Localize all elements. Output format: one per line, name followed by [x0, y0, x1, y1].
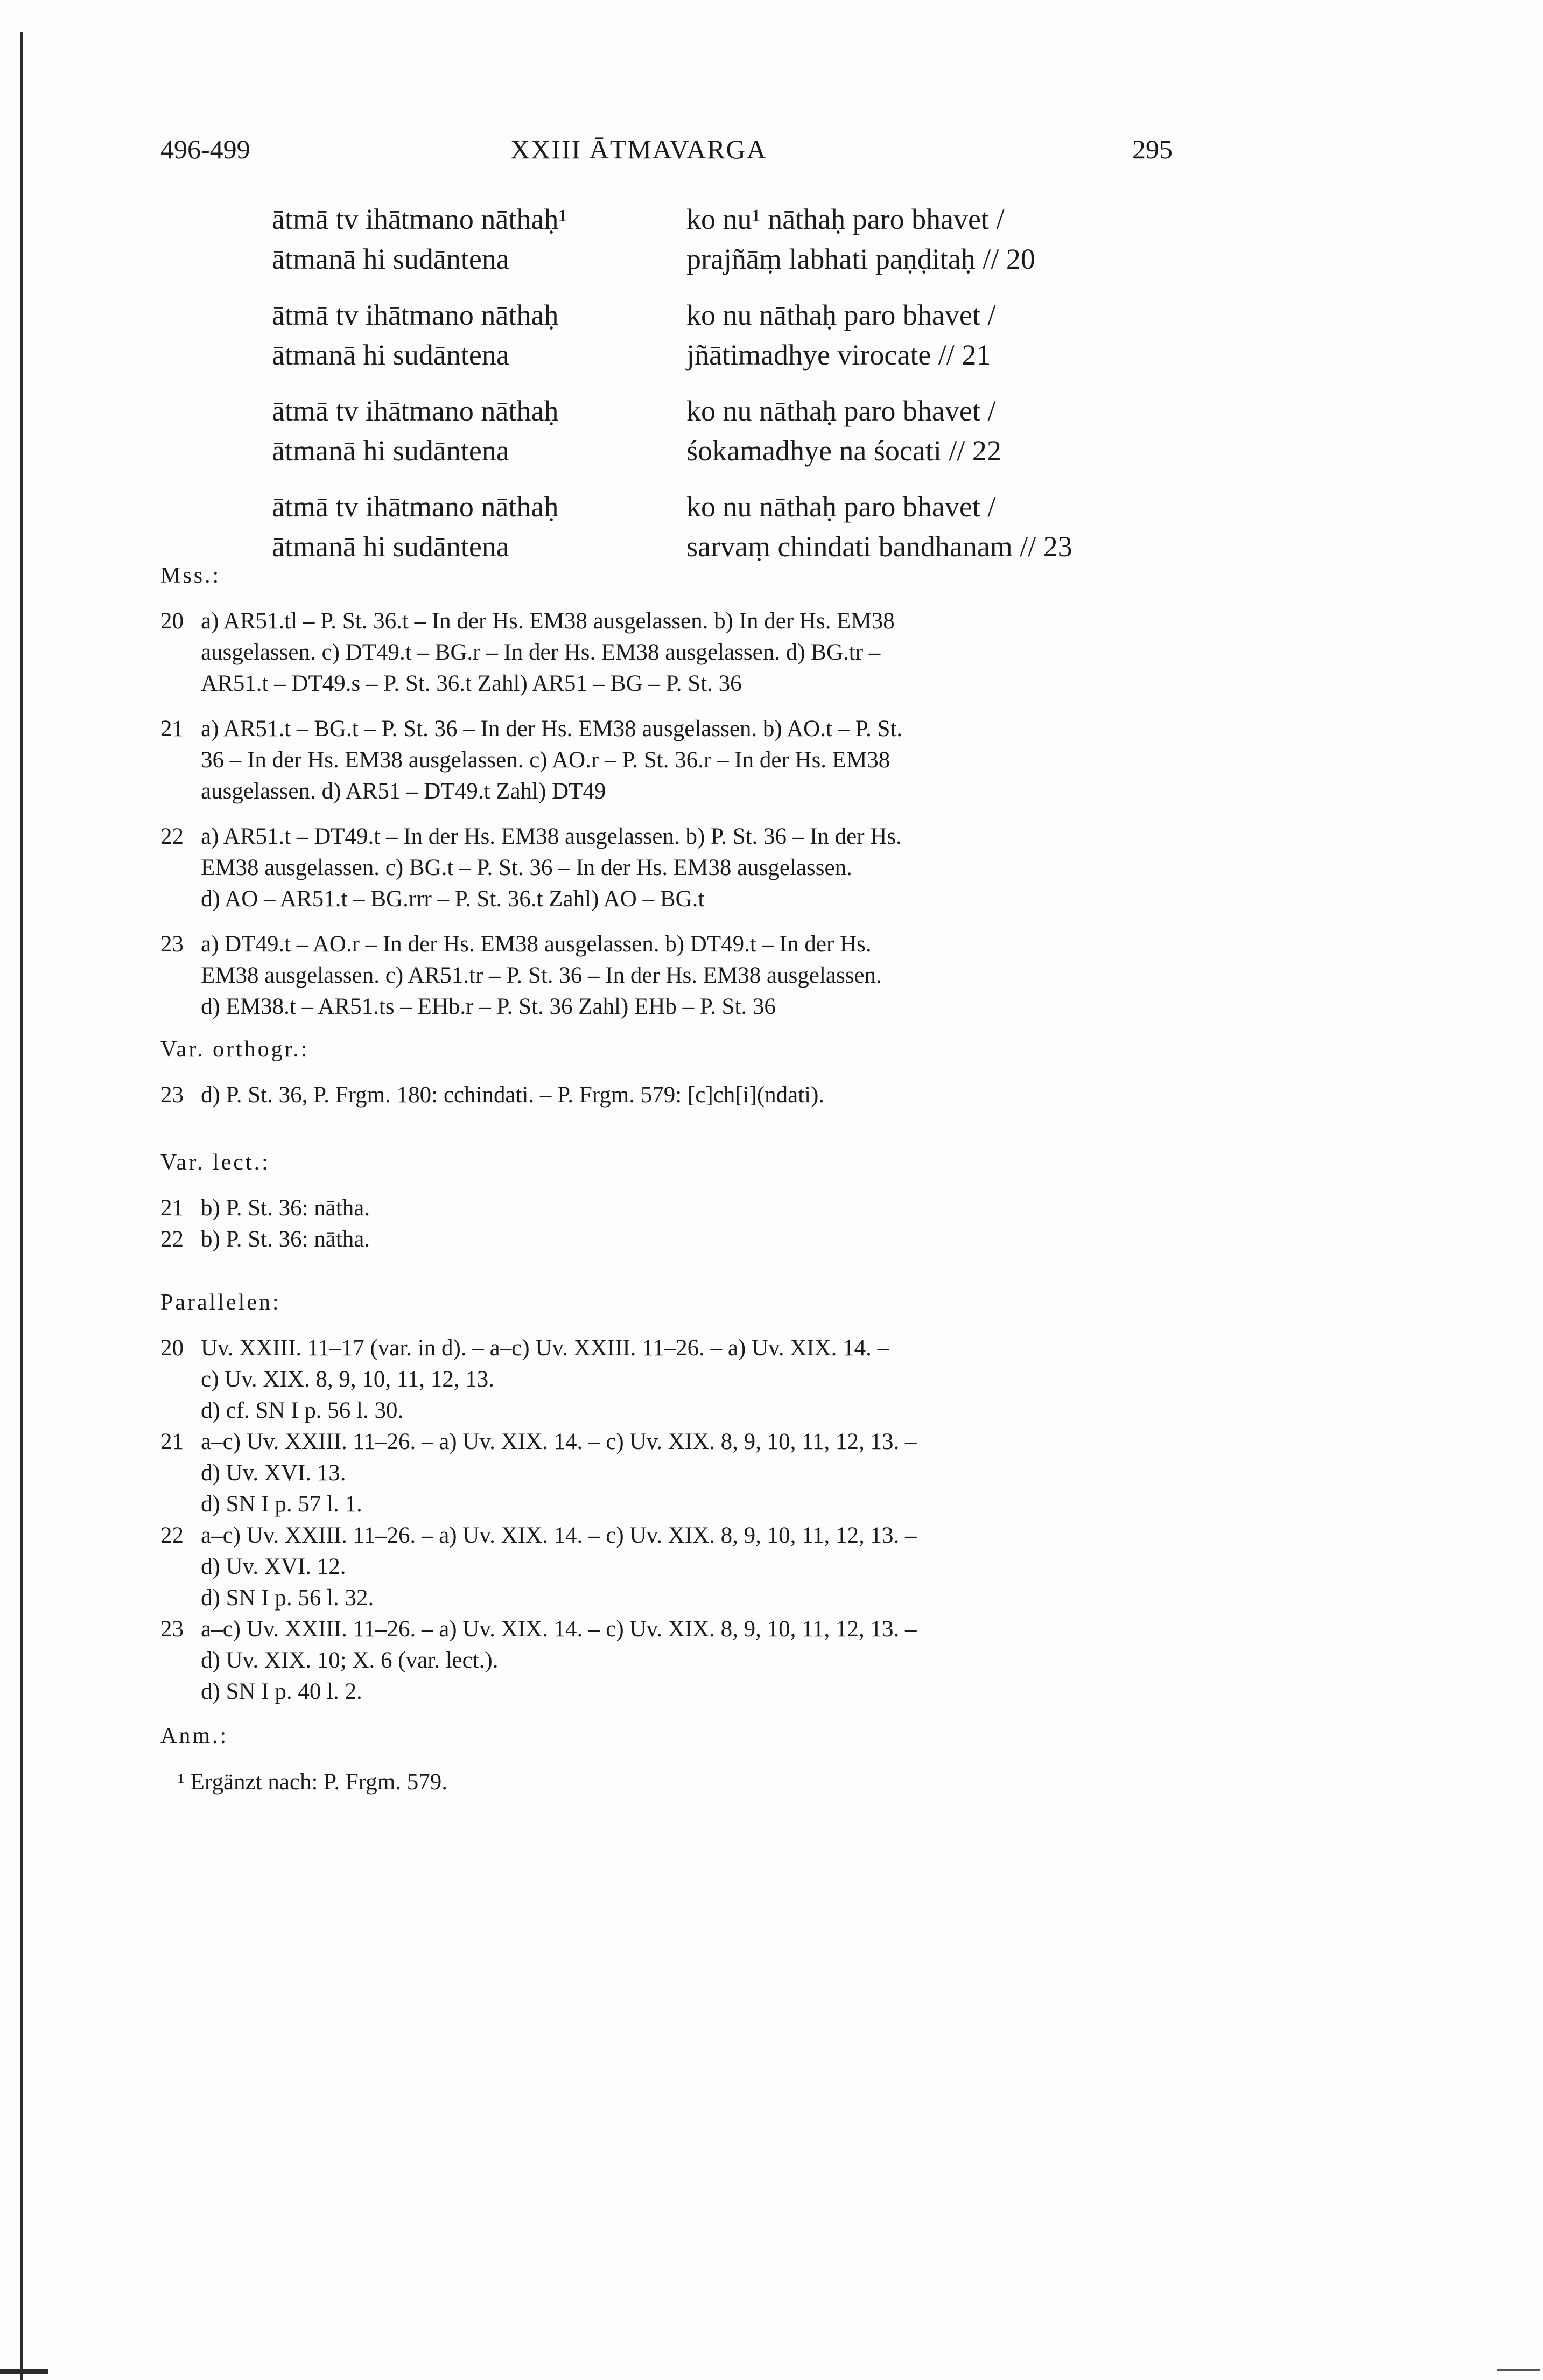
entry-line: a–c) Uv. XXIII. 11–26. – a) Uv. XIX. 14. – c) Uv. XIX. 8, 9, 10, 11, 12, 13. –	[201, 1523, 917, 1548]
entry-line: d) Uv. XVI. 13.	[201, 1460, 346, 1486]
verse-block	[272, 199, 1133, 583]
scan-border-line	[20, 32, 23, 2380]
entry-line: a) DT49.t – AO.r – In der Hs. EM38 ausgelassen. b) DT49.t – In der Hs.	[201, 932, 872, 957]
var-orthogr-heading: Var. orthogr.:	[160, 1037, 310, 1062]
page-number: 295	[1132, 134, 1173, 164]
parallelen-heading: Parallelen:	[160, 1290, 281, 1315]
verse-pada-b: ko nu¹ nāthaḥ paro bhavet /	[686, 203, 1005, 235]
entry-line: a) AR51.tl – P. St. 36.t – In der Hs. EM38 ausgelassen. b) In der Hs. EM38	[201, 608, 895, 634]
chapter-title: XXIII ĀTMAVARGA	[510, 134, 767, 164]
running-header	[160, 134, 1173, 171]
entry-line: d) Uv. XVI. 12.	[201, 1554, 346, 1579]
var-lect-entry-22	[160, 1224, 1183, 1255]
entry-line: ausgelassen. c) DT49.t – BG.r – In der Hs. EM38 ausgelassen. d) BG.tr –	[201, 640, 881, 665]
verse-pada-a: ātmā tv ihātmano nāthaḥ	[272, 299, 559, 331]
parallelen-entry-22	[160, 1520, 1183, 1614]
verse-pada-c: ātmanā hi sudāntena	[272, 530, 509, 563]
entry-line: a) AR51.t – BG.t – P. St. 36 – In der Hs. EM38 ausgelassen. b) AO.t – P. St.	[201, 716, 903, 741]
verse-pada-a: ātmā tv ihātmano nāthaḥ¹	[272, 203, 567, 235]
entry-number: 20	[160, 1335, 184, 1361]
scan-border-foot	[0, 2369, 48, 2374]
verse-22	[272, 391, 1133, 471]
verse-pada-d: jñātimadhye virocate // 21	[686, 339, 991, 371]
entry-line: EM38 ausgelassen. c) BG.t – P. St. 36 – In der Hs. EM38 ausgelassen.	[201, 855, 852, 880]
parallelen-entry-23	[160, 1614, 1183, 1707]
entry-line: AR51.t – DT49.s – P. St. 36.t Zahl) AR51 – BG – P. St. 36	[201, 671, 742, 696]
entry-number: 23	[160, 932, 184, 957]
var-lect-entry-21	[160, 1193, 1183, 1224]
verse-range: 496-499	[160, 134, 250, 164]
entry-line: d) SN I p. 56 l. 32.	[201, 1585, 374, 1611]
verse-pada-b: ko nu nāthaḥ paro bhavet /	[686, 299, 996, 331]
entry-number: 23	[160, 1082, 184, 1108]
verse-pada-d: śokamadhye na śocati // 22	[686, 435, 1001, 467]
entry-line: d) cf. SN I p. 56 l. 30.	[201, 1398, 404, 1423]
var-orthogr-entry-23	[160, 1080, 1183, 1111]
verse-pada-b: ko nu nāthaḥ paro bhavet /	[686, 491, 996, 523]
verse-pada-b: ko nu nāthaḥ paro bhavet /	[686, 395, 996, 427]
verse-23	[272, 487, 1133, 566]
entry-line: d) EM38.t – AR51.ts – EHb.r – P. St. 36 Zahl) EHb – P. St. 36	[201, 994, 776, 1019]
entry-number: 22	[160, 1523, 184, 1548]
entry-line: d) AO – AR51.t – BG.rrr – P. St. 36.t Zahl) AO – BG.t	[201, 886, 705, 912]
entry-number: 20	[160, 608, 184, 634]
verse-pada-a: ātmā tv ihātmano nāthaḥ	[272, 491, 559, 523]
var-lect-apparatus	[160, 1193, 1183, 1255]
verse-pada-c: ātmanā hi sudāntena	[272, 339, 509, 371]
entry-line: ausgelassen. d) AR51 – DT49.t Zahl) DT49	[201, 779, 606, 804]
entry-line: 36 – In der Hs. EM38 ausgelassen. c) AO.r – P. St. 36.r – In der Hs. EM38	[201, 747, 890, 773]
entry-number: 22	[160, 1227, 184, 1252]
entry-line: c) Uv. XIX. 8, 9, 10, 11, 12, 13.	[201, 1367, 494, 1392]
entry-line: a–c) Uv. XXIII. 11–26. – a) Uv. XIX. 14. – c) Uv. XIX. 8, 9, 10, 11, 12, 13. –	[201, 1429, 917, 1454]
entry-line: b) P. St. 36: nātha.	[201, 1195, 370, 1221]
mss-entry-21	[160, 713, 1183, 807]
verse-pada-a: ātmā tv ihātmano nāthaḥ	[272, 395, 559, 427]
mss-heading: Mss.:	[160, 563, 221, 588]
parallelen-apparatus	[160, 1333, 1183, 1707]
mss-entry-22	[160, 821, 1183, 915]
verse-pada-c: ātmanā hi sudāntena	[272, 435, 509, 467]
parallelen-entry-20	[160, 1333, 1183, 1426]
entry-line: d) Uv. XIX. 10; X. 6 (var. lect.).	[201, 1648, 499, 1673]
verse-pada-d: sarvaṃ chindati bandhanam // 23	[686, 530, 1072, 563]
verse-pada-c: ātmanā hi sudāntena	[272, 243, 509, 275]
scan-mark	[1497, 2369, 1540, 2371]
entry-line: b) P. St. 36: nātha.	[201, 1227, 370, 1252]
entry-number: 23	[160, 1616, 184, 1642]
entry-line: d) SN I p. 40 l. 2.	[201, 1679, 362, 1704]
entry-line: EM38 ausgelassen. c) AR51.tr – P. St. 36 – In der Hs. EM38 ausgelassen.	[201, 963, 882, 988]
mss-entry-23	[160, 929, 1183, 1023]
anm-heading: Anm.:	[160, 1724, 229, 1748]
entry-line: Uv. XXIII. 11–17 (var. in d). – a–c) Uv. XXIII. 11–26. – a) Uv. XIX. 14. –	[201, 1335, 889, 1361]
verse-20	[272, 199, 1133, 279]
entry-number: 21	[160, 1429, 184, 1454]
var-orthogr-apparatus	[160, 1080, 1183, 1125]
mss-entry-20	[160, 606, 1183, 699]
entry-line: d) SN I p. 57 l. 1.	[201, 1492, 362, 1517]
entry-number: 21	[160, 1195, 184, 1221]
entry-number: 21	[160, 716, 184, 741]
footnote: ¹ Ergänzt nach: P. Frgm. 579.	[178, 1769, 447, 1795]
parallelen-entry-21	[160, 1426, 1183, 1520]
entry-line: a) AR51.t – DT49.t – In der Hs. EM38 ausgelassen. b) P. St. 36 – In der Hs.	[201, 824, 902, 849]
entry-line: a–c) Uv. XXIII. 11–26. – a) Uv. XIX. 14. – c) Uv. XIX. 8, 9, 10, 11, 12, 13. –	[201, 1616, 917, 1642]
verse-21	[272, 295, 1133, 375]
verse-pada-d: prajñāṃ labhati paṇḍitaḥ // 20	[686, 243, 1035, 275]
mss-apparatus	[160, 606, 1183, 1037]
entry-number: 22	[160, 824, 184, 849]
entry-line: d) P. St. 36, P. Frgm. 180: cchindati. – P. Frgm. 579: [c]ch[i](ndati).	[201, 1082, 825, 1108]
var-lect-heading: Var. lect.:	[160, 1150, 270, 1175]
